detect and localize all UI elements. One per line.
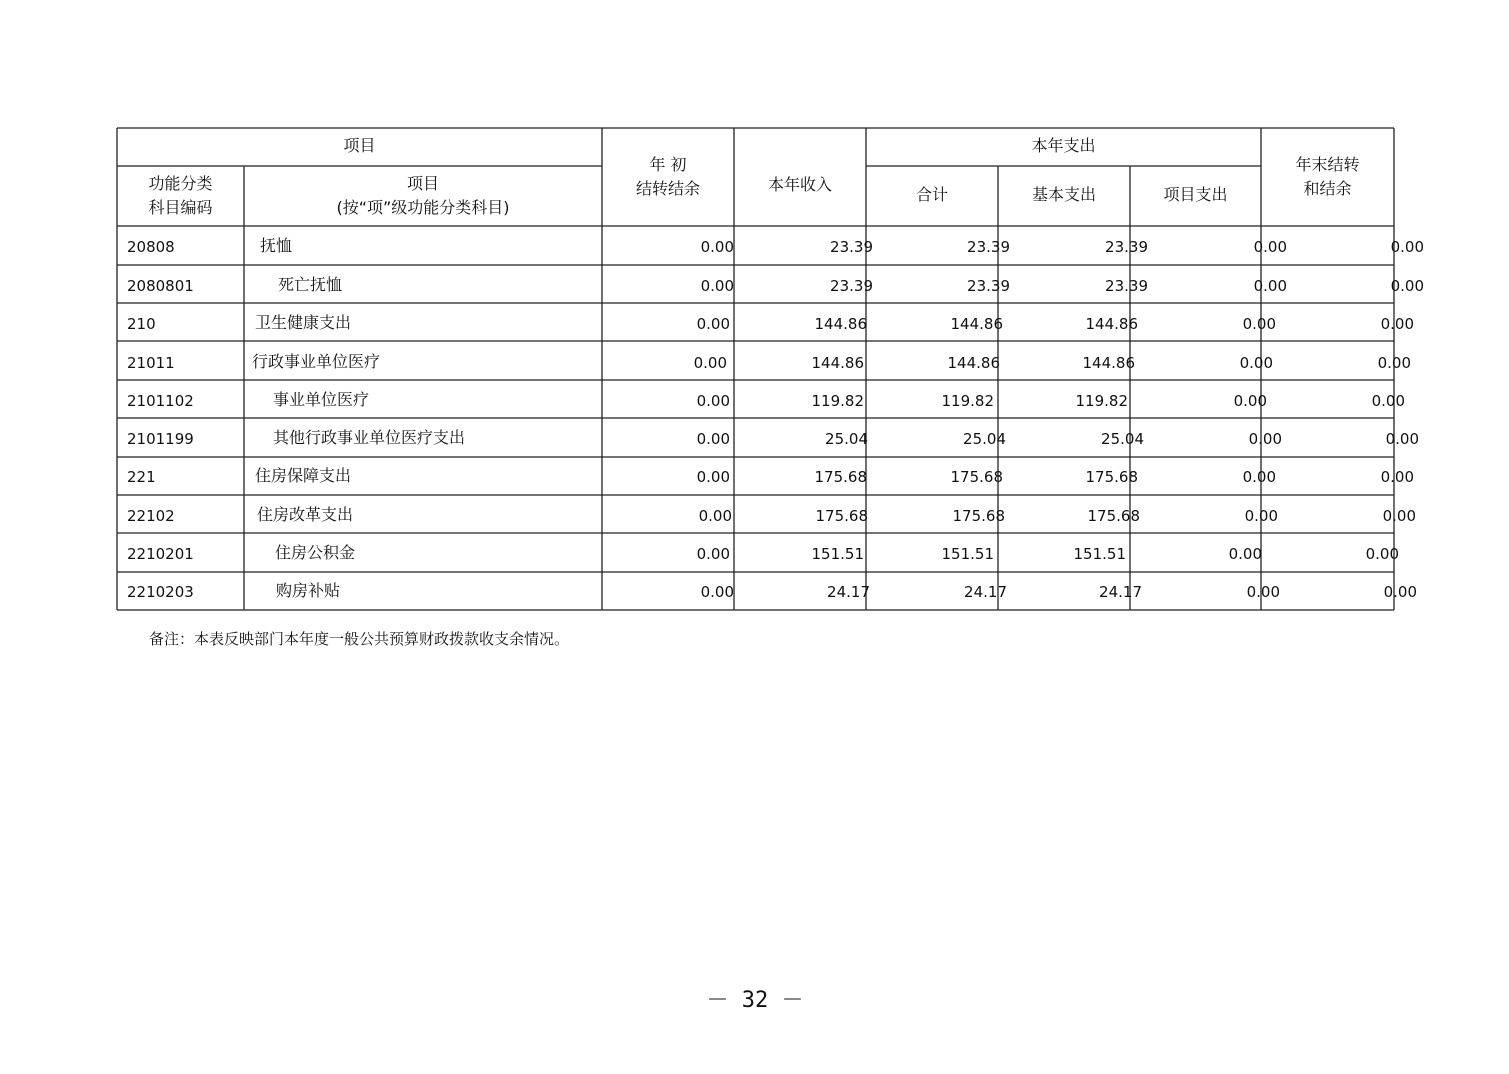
cell-project: 0.00 bbox=[1244, 507, 1278, 525]
cell-income: 144.86 bbox=[814, 315, 867, 333]
header-item-detail: 项目 (按“项”级功能分类科目) bbox=[336, 174, 510, 217]
row-name: 购房补贴 bbox=[276, 581, 341, 600]
row-code: 22102 bbox=[127, 507, 175, 525]
row-code: 20808 bbox=[127, 238, 175, 256]
cell-total: 119.82 bbox=[941, 392, 994, 410]
header-income: 本年收入 bbox=[767, 175, 832, 194]
cell-year-end: 0.00 bbox=[1380, 468, 1414, 486]
row-code: 2210203 bbox=[127, 583, 194, 601]
cell-income: 119.82 bbox=[811, 392, 864, 410]
cell-total: 23.39 bbox=[967, 277, 1010, 295]
cell-year-start: 0.00 bbox=[700, 238, 734, 256]
row-name: 卫生健康支出 bbox=[255, 313, 352, 332]
header-year-start: 年 初 结转结余 bbox=[635, 155, 700, 198]
row-name: 其他行政事业单位医疗支出 bbox=[273, 428, 466, 447]
cell-year-start: 0.00 bbox=[693, 354, 727, 372]
cell-year-end: 0.00 bbox=[1385, 430, 1419, 448]
cell-basic: 23.39 bbox=[1105, 238, 1148, 256]
cell-basic: 24.17 bbox=[1099, 583, 1142, 601]
cell-year-end: 0.00 bbox=[1383, 583, 1417, 601]
cell-basic: 175.68 bbox=[1085, 468, 1138, 486]
header-project: 项目支出 bbox=[1163, 185, 1228, 204]
cell-income: 175.68 bbox=[814, 468, 867, 486]
table-note: 备注：本表反映部门本年度一般公共预算财政拨款收支余情况。 bbox=[149, 630, 570, 648]
cell-project: 0.00 bbox=[1246, 583, 1280, 601]
cell-total: 24.17 bbox=[964, 583, 1007, 601]
cell-total: 144.86 bbox=[950, 315, 1003, 333]
cell-income: 23.39 bbox=[830, 238, 873, 256]
cell-project: 0.00 bbox=[1253, 238, 1287, 256]
cell-total: 151.51 bbox=[941, 545, 994, 563]
cell-basic: 119.82 bbox=[1075, 392, 1128, 410]
cell-year-start: 0.00 bbox=[698, 507, 732, 525]
cell-basic: 23.39 bbox=[1105, 277, 1148, 295]
cell-total: 175.68 bbox=[952, 507, 1005, 525]
cell-basic: 25.04 bbox=[1101, 430, 1144, 448]
row-name: 住房保障支出 bbox=[255, 466, 352, 485]
cell-total: 175.68 bbox=[950, 468, 1003, 486]
header-item: 项目 bbox=[343, 136, 376, 155]
cell-year-end: 0.00 bbox=[1390, 238, 1424, 256]
cell-basic: 175.68 bbox=[1087, 507, 1140, 525]
header-year-end: 年末结转 和结余 bbox=[1295, 155, 1360, 198]
row-code: 2101102 bbox=[127, 392, 194, 410]
row-code: 221 bbox=[127, 468, 156, 486]
cell-year-end: 0.00 bbox=[1365, 545, 1399, 563]
cell-year-end: 0.00 bbox=[1380, 315, 1414, 333]
cell-year-end: 0.00 bbox=[1382, 507, 1416, 525]
cell-income: 23.39 bbox=[830, 277, 873, 295]
row-code: 2080801 bbox=[127, 277, 194, 295]
cell-project: 0.00 bbox=[1233, 392, 1267, 410]
cell-project: 0.00 bbox=[1239, 354, 1273, 372]
cell-total: 144.86 bbox=[947, 354, 1000, 372]
cell-basic: 144.86 bbox=[1085, 315, 1138, 333]
cell-income: 151.51 bbox=[811, 545, 864, 563]
cell-income: 25.04 bbox=[825, 430, 868, 448]
cell-project: 0.00 bbox=[1242, 468, 1276, 486]
row-name: 死亡抚恤 bbox=[278, 275, 343, 294]
cell-year-start: 0.00 bbox=[696, 468, 730, 486]
cell-income: 175.68 bbox=[815, 507, 868, 525]
cell-year-end: 0.00 bbox=[1377, 354, 1411, 372]
cell-year-end: 0.00 bbox=[1371, 392, 1405, 410]
row-name: 行政事业单位医疗 bbox=[252, 352, 381, 371]
cell-total: 23.39 bbox=[967, 238, 1010, 256]
row-name: 抚恤 bbox=[260, 236, 293, 255]
cell-basic: 151.51 bbox=[1073, 545, 1126, 563]
cell-year-end: 0.00 bbox=[1390, 277, 1424, 295]
cell-year-start: 0.00 bbox=[696, 315, 730, 333]
cell-year-start: 0.00 bbox=[696, 430, 730, 448]
row-code: 2101199 bbox=[127, 430, 194, 448]
cell-year-start: 0.00 bbox=[700, 583, 734, 601]
row-name: 住房公积金 bbox=[275, 543, 356, 562]
cell-year-start: 0.00 bbox=[700, 277, 734, 295]
cell-income: 24.17 bbox=[827, 583, 870, 601]
row-code: 210 bbox=[127, 315, 156, 333]
cell-basic: 144.86 bbox=[1082, 354, 1135, 372]
cell-project: 0.00 bbox=[1242, 315, 1276, 333]
header-total: 合计 bbox=[915, 185, 948, 204]
row-name: 住房改革支出 bbox=[257, 505, 354, 524]
cell-year-start: 0.00 bbox=[696, 392, 730, 410]
cell-project: 0.00 bbox=[1228, 545, 1262, 563]
cell-income: 144.86 bbox=[811, 354, 864, 372]
cell-project: 0.00 bbox=[1248, 430, 1282, 448]
row-name: 事业单位医疗 bbox=[273, 390, 370, 409]
row-code: 2210201 bbox=[127, 545, 194, 563]
header-code: 功能分类 科目编码 bbox=[148, 174, 213, 217]
cell-year-start: 0.00 bbox=[696, 545, 730, 563]
page-number: － 32 － bbox=[706, 988, 804, 1013]
cell-total: 25.04 bbox=[963, 430, 1006, 448]
cell-project: 0.00 bbox=[1253, 277, 1287, 295]
header-expenditure: 本年支出 bbox=[1031, 136, 1096, 155]
header-basic: 基本支出 bbox=[1031, 185, 1096, 204]
row-code: 21011 bbox=[127, 354, 175, 372]
